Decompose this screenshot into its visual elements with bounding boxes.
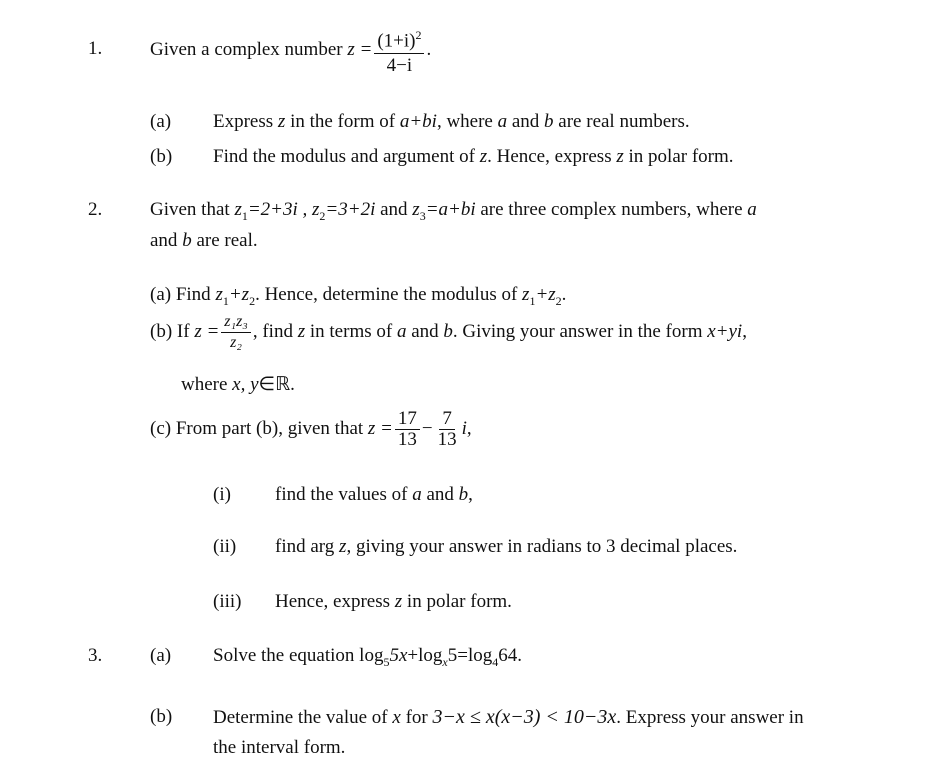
- q2-c-ii-text: [275, 536, 737, 558]
- t: z: [215, 284, 223, 305]
- t: in terms of: [309, 321, 393, 342]
- t: Hence, express: [275, 591, 391, 612]
- t: 3−x ≤ x(x−3) < 10−3x: [432, 706, 617, 728]
- t: are real numbers.: [558, 111, 690, 132]
- q3-part-b-label: (b): [150, 706, 173, 727]
- t: . Hence, determine the modulus of: [255, 284, 518, 305]
- q3-part-a-label: (a): [150, 645, 172, 666]
- t: 1: [222, 293, 229, 308]
- t: 5: [447, 645, 458, 666]
- question-2-stem: [150, 199, 757, 227]
- t: log: [467, 645, 493, 666]
- t: (a) Find: [150, 284, 211, 305]
- t: find arg: [275, 536, 335, 557]
- denominator: z₂: [230, 334, 242, 352]
- t: .: [517, 645, 522, 666]
- t: i: [461, 418, 467, 439]
- t: (c) From part (b), given that: [150, 418, 364, 439]
- t: are three complex numbers, where: [480, 199, 743, 220]
- denominator: 13: [437, 429, 457, 451]
- t: 2: [249, 293, 256, 308]
- t: and: [150, 230, 178, 251]
- t: b: [544, 111, 554, 132]
- t: Find the modulus and argument of: [213, 146, 475, 167]
- t: . Giving your answer in the form: [452, 321, 703, 342]
- fraction: [435, 409, 460, 450]
- q3-part-b-text: [213, 706, 804, 729]
- t: z: [616, 146, 624, 167]
- q2-c-i-label: (i): [213, 484, 231, 505]
- t: +: [407, 645, 419, 666]
- t: Given that: [150, 199, 230, 220]
- t: , where: [436, 111, 493, 132]
- t: z: [394, 591, 403, 612]
- t: z: [339, 536, 347, 557]
- t: ,: [468, 484, 473, 505]
- t: 3: [419, 208, 426, 223]
- numerator: z₁z₃: [221, 312, 251, 333]
- t: find the values of: [275, 484, 408, 505]
- t: log: [359, 645, 384, 666]
- t: x: [392, 707, 401, 728]
- numerator: 17: [395, 409, 420, 430]
- t: 2: [555, 293, 562, 308]
- q2-part-a: [150, 284, 566, 312]
- t: 1: [241, 208, 248, 223]
- t: log: [418, 645, 443, 666]
- t: 64: [498, 645, 518, 666]
- t: ∈: [258, 374, 276, 395]
- q1-part-a-label: (a): [150, 111, 172, 132]
- t: −: [421, 418, 433, 439]
- q2-part-b: [150, 310, 747, 354]
- t: ℝ: [275, 374, 291, 395]
- t: z =: [194, 321, 220, 342]
- t: .: [561, 284, 567, 305]
- t: are real.: [196, 230, 258, 251]
- t: x: [442, 654, 448, 669]
- t: x, y: [232, 374, 259, 395]
- q2-c-iii-text: [275, 591, 512, 613]
- t: . Hence, express: [487, 146, 612, 167]
- q3-part-a-text: [213, 645, 522, 673]
- question-1-number: 1.: [88, 38, 103, 59]
- t: and: [426, 484, 454, 505]
- t: where: [181, 374, 228, 395]
- t: +z: [228, 284, 250, 305]
- q3-part-b-line2: the interval form.: [213, 737, 346, 758]
- t: for: [405, 707, 428, 728]
- t: Express: [213, 111, 274, 132]
- t: 5: [383, 654, 390, 669]
- t: ,: [742, 321, 747, 342]
- t: and: [411, 321, 439, 342]
- fraction: [395, 409, 420, 450]
- t: z: [277, 111, 286, 132]
- t: b: [458, 484, 469, 505]
- t: z: [522, 284, 530, 305]
- denominator: 4−i: [386, 55, 413, 77]
- t: Solve the equation: [213, 645, 355, 666]
- q1-part-b-label: (b): [150, 146, 173, 167]
- t: . Express your answer in: [616, 707, 804, 728]
- t: and: [511, 111, 540, 132]
- exponent: 2: [415, 28, 422, 42]
- numerator-text: (1+i): [377, 30, 416, 52]
- t: 2: [319, 208, 326, 223]
- t: =3+2i: [325, 199, 376, 220]
- t: , giving your answer in radians to 3 decimal places.: [346, 536, 738, 557]
- t: z: [479, 146, 488, 167]
- t: a: [497, 111, 508, 132]
- t: +z: [535, 284, 556, 305]
- t: in the form of: [290, 111, 396, 132]
- t: Determine the value of: [213, 707, 388, 728]
- t: z: [312, 199, 320, 220]
- q2-part-c: [150, 404, 472, 454]
- q2-c-iii-label: (iii): [213, 591, 242, 612]
- t: z: [297, 321, 306, 342]
- fraction: [374, 23, 424, 78]
- t: x+yi: [707, 321, 743, 342]
- t: b: [443, 321, 453, 342]
- t: =a+bi: [425, 199, 476, 220]
- numerator: [374, 23, 424, 54]
- t: a+bi: [399, 111, 437, 132]
- denominator: 13: [397, 429, 417, 451]
- q2-c-ii-label: (ii): [213, 536, 237, 557]
- numerator: 7: [439, 409, 455, 430]
- t: in polar form.: [406, 591, 512, 612]
- t: a: [396, 321, 407, 342]
- t: z =: [367, 418, 393, 439]
- z-equals: z =: [347, 39, 373, 61]
- t: a: [412, 484, 422, 505]
- question-1-stem: [150, 23, 431, 78]
- fraction: [221, 312, 251, 353]
- t: b: [182, 230, 192, 251]
- t: z: [412, 199, 420, 220]
- q1-part-b-text: [213, 146, 734, 168]
- q2-part-b-line2: [181, 374, 295, 396]
- t: ,: [466, 418, 472, 439]
- t: z: [234, 199, 242, 220]
- t: 5x: [389, 645, 408, 666]
- t: a: [747, 199, 757, 220]
- period: .: [426, 39, 432, 61]
- question-2-number: 2.: [88, 199, 103, 220]
- t: and: [380, 199, 408, 220]
- t: (b) If: [150, 321, 190, 342]
- q1-part-a-text: [213, 111, 690, 133]
- t: =: [457, 645, 468, 666]
- t: =2+3i ,: [247, 199, 308, 220]
- t: 1: [529, 293, 536, 308]
- q2-c-i-text: [275, 484, 473, 506]
- stem-text: Given a complex number: [150, 39, 343, 61]
- t: , find: [252, 321, 293, 342]
- question-2-stem-line2: [150, 230, 258, 252]
- t: in polar form.: [628, 146, 734, 167]
- question-3-number: 3.: [88, 645, 103, 666]
- t: .: [290, 374, 295, 395]
- t: 4: [492, 654, 499, 669]
